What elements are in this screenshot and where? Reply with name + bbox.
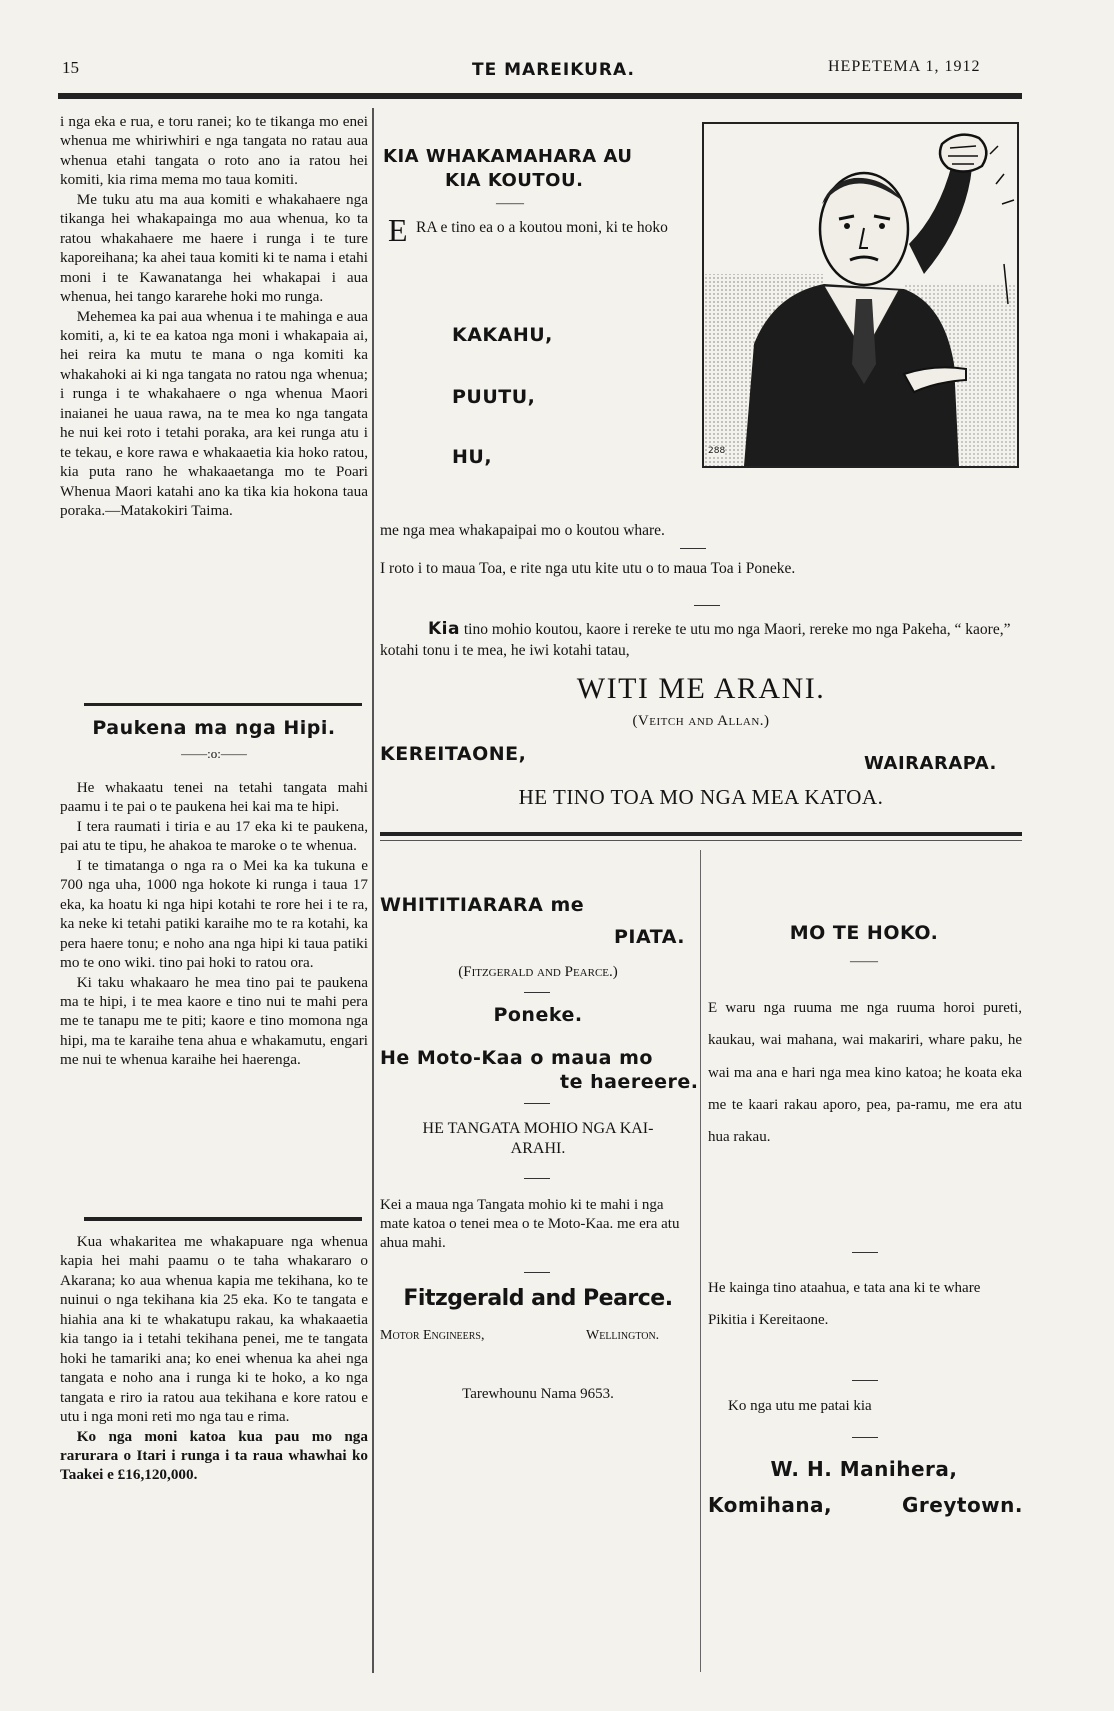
ad-rule (380, 832, 1022, 836)
ad-kia-line-1: me nga mea whakapaipai mo o koutou whare. (380, 522, 665, 539)
column-one-bottom (60, 1232, 368, 1485)
ad-hoko-signature: W. H. Manihera, (770, 1457, 958, 1481)
column-one (60, 112, 368, 521)
separator (524, 1103, 550, 1104)
ad-kia-notice: tino mohio koutou, kaore i rereke te utu mo nga Maori, rereke mo nga Pakeha, “ kaore,” kotahi tonu i te mea, he iwi kotahi tatau, (380, 621, 1011, 659)
ad-fitz-title-1: WHITITIARARA me (380, 894, 585, 916)
ad-kia-slogan: HE TINO TOA MO NGA MEA KATOA. (518, 785, 884, 809)
man-pointing-illustration (704, 124, 1017, 466)
section-rule (84, 1217, 362, 1221)
ad-hoko-komihana: Komihana, (708, 1493, 833, 1517)
section-heading-paukena: Paukena ma nga Hipi. (92, 717, 336, 739)
ad-kia-illustration (702, 122, 1019, 468)
ad-kia-firm-english: (Veitch and Allan.) (632, 713, 770, 729)
ad-kia-dropcap: E (388, 212, 408, 248)
article-paragraph: Kua whakaritea me whakapuare nga whenua kapia hei mahi paamu o te taha whakararo o Akarana; ko aua whenua kapia me tekihana, ko te nuinui o nga tekihana kia 25 eka. Ko te tangata e hiahia ana ki te whakatupu rakau, ka whakaaetia kia tango ia i tetahi tekihana penei, me te tangata hoki he tamariki ana; ko enei whenua ka ahei nga tangata e noho ana i runga ki te hoko, a ko nga tangata e riro ia ratou aua tekihana e kore ratou e utu i nga moni reti mo nga tau e rima. (60, 1233, 368, 1426)
ad-fitz-signature: Fitzgerald and Pearce. (403, 1286, 673, 1311)
ad-kia-town-left: KEREITAONE, (380, 743, 527, 765)
column-divider-left (372, 108, 374, 1673)
article-paragraph: Ki taku whakaaro he mea tino pai te paukena ma te hipi, i te mea kaore e tino nui te mahi pera me te tanapu me te piti; kaore e tino momona nga hipi, ma te karaihe tena ahua e whakamutu, engari me nui te whenua karaihe hei haerenga. (60, 973, 368, 1069)
column-divider-ads (700, 850, 701, 1672)
article-paragraph: I te timatanga o nga ra o Mei ka ka tukuna e 700 nga uha, 1000 nga hokote ki runga i taua 17 eka, ka hoatu ki nga hipi kotahi te rore hei i te ra, ka neke ki tetahi patiki karaihe mo te ra kotahi, ka pera haere tonu; e noho ana nga hipi ki taua patiki mo te ono wiki. tino pai hoki to ratou ora. (60, 856, 368, 972)
ad-kia-item-kakahu: KAKAHU, (452, 324, 553, 346)
header-rule (58, 93, 1022, 99)
ad-fitz-firm-english: (Fitzgerald and Pearce.) (458, 964, 618, 980)
ad-fitz-guides: HE TANGATA MOHIO NGA KAI-ARAHI. (422, 1120, 654, 1157)
ad-kia-firm: WITI ME ARANI. (576, 672, 826, 705)
paper-title: TE MAREIKURA. (472, 60, 635, 80)
ad-rule-thin (380, 840, 1022, 841)
article-paragraph: Ko nga moni katoa kua pau mo nga rarurara o Itari i runga i ta raua whawhai ko Taakei e £16,120,000. (60, 1427, 368, 1484)
ad-kia-item-puutu: PUUTU, (452, 386, 536, 408)
separator (694, 605, 720, 606)
article-paragraph: I tera raumati i tiria e au 17 eka ki te paukena, pai atu te tipu, he ahakoa te maroke o te whenua. (60, 817, 368, 855)
ad-kia-lead: Kia (428, 619, 460, 639)
separator (524, 1272, 550, 1273)
ad-fitz-body: Kei a maua nga Tangata mohio ki te mahi i nga mate katoa o tenei mea o te Moto-Kaa. me era atu ahua mahi. (380, 1197, 680, 1252)
ad-hoko-greytown: Greytown. (902, 1493, 1023, 1517)
ad-hoko-para-1: E waru nga ruuma me nga ruuma horoi pureti, kaukau, wai mahana, wai makariri, whare paku, he wai ma ana e hari nga mea kino katoa; he koata eka me te kaari rakau aporo, pea, pa-ramu, me era atu hua rakau. (708, 1000, 1022, 1145)
ad-fitz-cars-1: He Moto-Kaa o maua mo (380, 1047, 653, 1069)
ad-fitz-place: Poneke. (493, 1004, 583, 1026)
separator (524, 992, 550, 993)
separator (524, 1178, 550, 1179)
ad-kia-town-right: WAIRARAPA. (864, 753, 997, 774)
ad-kia-dash: —— (496, 196, 524, 211)
section-rule (84, 703, 362, 706)
ad-fitz-engineers: Motor Engineers, (380, 1328, 485, 1343)
ad-kia-item-hu: HU, (452, 446, 493, 468)
separator (852, 1437, 878, 1438)
illustration-number: 288 (708, 446, 726, 456)
article-paragraph: Mehemea ka pai aua whenua i te mahinga e aua komiti, a, ki te ea katoa nga moni i whakapaia ai, hei reira ka mutu te mana o nga komiti ka whakahoki ai ki nga tangata no ratou nga whenua; i runga i te whakahaere o nga whenua Maori inaianei he uaua rawa, na te mea ko nga tangata he nui kei roto i tetahi poraka, ara kei runga atu i te tekau, e kore rawa e whakaaetia kia hoko ratou, kia puta rano he whakaaetanga mo te Poari Whenua Maori katahi ano ka tika kia hokona taua poraka.—Matakokiri Taima. (60, 307, 368, 520)
ad-kia-line-2: I roto i to maua Toa, e rite nga utu kite utu o to maua Toa i Poneke. (380, 560, 796, 577)
ad-kia-title-2: KIA KOUTOU. (445, 170, 584, 191)
article-paragraph: i nga eka e rua, e toru ranei; ko te tikanga mo enei whenua me whiriwhiri e nga tangata no ratau aua whenua etahi tangata o roto ano ia ratou hei komiti, kia rima mema mo taua komiti. (60, 113, 368, 189)
article-paragraph: Me tuku atu ma aua komiti e whakahaere nga tikanga hei whakapainga mo aua whenua, ko ta ratou whakahaere me haere i runga i te ture kaporeihana; ka ahei taua komiti ki te nama i etahi moni i te Kawanatanga hei whakapai i aua whenua, hei tango kararehe hoki mo runga. (60, 190, 368, 306)
ad-hoko-title: MO TE HOKO. (789, 922, 939, 944)
ad-fitz-title-2: PIATA. (614, 926, 685, 948)
ad-fitz-wellington: Wellington. (586, 1328, 660, 1343)
page-number: 15 (62, 58, 79, 77)
ad-kia-intro: RA e tino ea o a koutou moni, ki te hoko (416, 219, 668, 236)
ad-hoko-para-3: Ko nga utu me patai kia (728, 1398, 872, 1414)
ad-fitz-phone: Tarewhounu Nama 9653. (462, 1386, 614, 1402)
ad-hoko-para-2: He kainga tino ataahua, e tata ana ki te whare Pikitia i Kereitaone. (708, 1280, 981, 1329)
separator (852, 1252, 878, 1253)
ad-hoko-dash: —— (850, 954, 878, 969)
issue-date: HEPETEMA 1, 1912 (828, 58, 981, 75)
separator (852, 1380, 878, 1381)
section-separator: ——:o:—— (181, 746, 247, 761)
ad-fitz-cars-2: te haereere. (560, 1071, 699, 1093)
ad-kia-line-3 (380, 618, 1022, 662)
ad-kia-title-1: KIA WHAKAMAHARA AU (383, 146, 633, 167)
article-paragraph: He whakaatu tenei na tetahi tangata mahi paamu i te pai o te paukena hei kai ma te hipi. (60, 779, 368, 816)
separator (680, 548, 706, 549)
column-one-lower (60, 778, 368, 1070)
